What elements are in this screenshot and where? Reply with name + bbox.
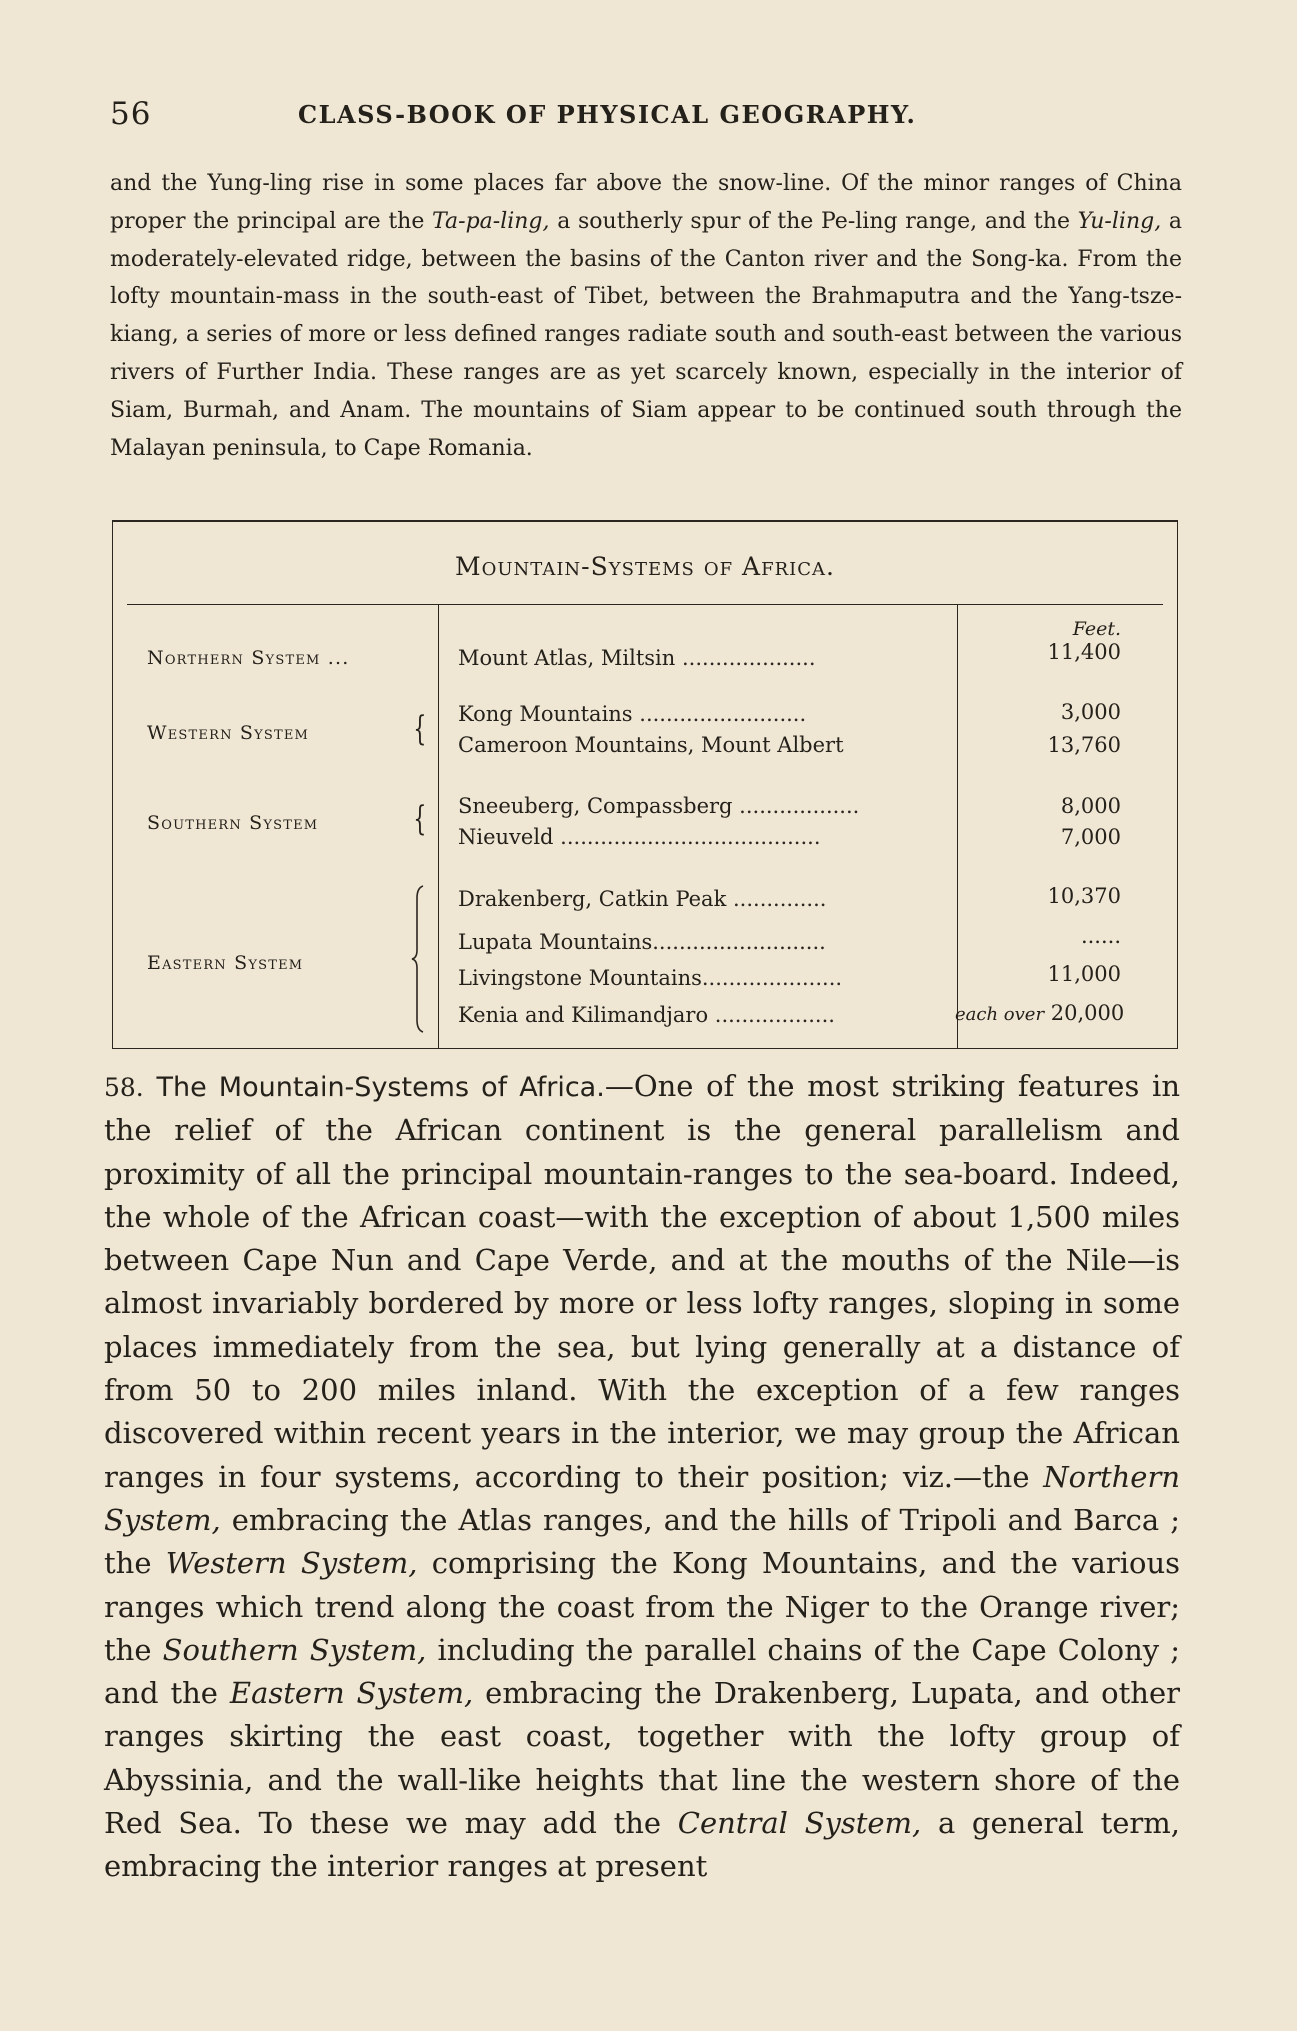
mountain-systems-table <box>112 520 1178 1049</box>
system-northern: Northern System ... <box>147 647 350 669</box>
system-western: Western System <box>147 722 310 744</box>
section-title: The Mountain-Systems of Africa. <box>156 1072 605 1103</box>
table-row-height: 3,000 <box>1060 700 1121 724</box>
table-row-name: Livingstone Mountains..................... <box>458 966 843 990</box>
page-header <box>110 96 1190 136</box>
table-title: Mountain-Systems of Africa. <box>455 552 835 581</box>
table-row-name: Kong Mountains ......................... <box>458 702 807 726</box>
feet-unit-label: Feet. <box>1072 618 1121 640</box>
intro-paragraph <box>110 165 1182 467</box>
table-row-height: each over 20,000 <box>955 1001 1125 1025</box>
table-row-name: Sneeuberg, Compassberg .................. <box>458 794 860 818</box>
intro-text-1: and the Yung-ling rise in some places far above the snow-line. Of the minor ranges of China proper the principal are the <box>110 171 1182 234</box>
brace-eastern <box>411 884 425 1034</box>
intro-italic-yu-ling: Yu-ling, <box>1077 208 1162 234</box>
intro-italic-ta-pa-ling: Ta-pa-ling, <box>432 208 550 234</box>
table-row-name: Kenia and Kilimandjaro .................. <box>458 1003 835 1027</box>
table-column-rule-1 <box>438 605 439 1048</box>
table-row-height: 11,000 <box>1047 962 1121 986</box>
page-number: 56 <box>110 96 152 132</box>
table-header-rule <box>127 604 1163 605</box>
table-row-height: 11,400 <box>1047 640 1121 664</box>
table-row-height: ...... <box>1080 924 1121 948</box>
intro-text-2: a southerly spur of the Pe-ling range, and the <box>549 208 1078 234</box>
brace-western: { <box>413 709 427 749</box>
table-row-height: 13,760 <box>1047 733 1121 757</box>
table-column-rule-2 <box>957 605 958 1048</box>
table-row-name: Nieuveld ....................................... <box>458 825 821 849</box>
running-head: CLASS-BOOK OF PHYSICAL GEOGRAPHY. <box>298 100 917 129</box>
table-row-name: Lupata Mountains.......................... <box>458 930 826 954</box>
system-eastern: Eastern System <box>147 952 304 974</box>
intro-text-3: a moderately-elevated ridge, between the basins of the Canton river and the Song-ka. From the lofty mountain-mass in the south-east of Tibet, between the Brahmaputra and the Yang-tsze-kiang, a series of more or less defined ranges radiate south and south-east between the various rivers of Further India. These ranges are as yet scarcely known, especially in the interior of Siam, Burmah, and Anam. The mountains of Siam appear to be continued south through the Malayan peninsula, to Cape Romania. <box>110 208 1182 461</box>
section-number: 58. <box>104 1073 144 1102</box>
brace-southern: { <box>413 799 427 839</box>
table-row-height: 10,370 <box>1047 884 1121 908</box>
table-row-name: Drakenberg, Catkin Peak .............. <box>458 887 827 911</box>
table-row-height: 8,000 <box>1060 794 1121 818</box>
section-58-paragraph: 58. The Mountain-Systems of Africa.—One of the most striking features in the relief of the African continent is the general parallelism and proximity of all the principal mountain-ranges to the sea-board. Indeed, the whole of the African coast—with the exception of about 1,500 miles between Cape Nun and Cape Verde, and at the mouths of the Nile—is almost invariably bordered by more or less lofty ranges, sloping in some places immediately from the sea, but lying generally at a distance of from 50 to 200 miles inland. With the exception of a few ranges discovered within recent years in the interior, we may group the African ranges in four systems, according to their position; viz.—the Northern System, embracing the Atlas ranges, and the hills of Tripoli and Barca ; the Western System, comprising the Kong Mountains, and the various ranges which trend along the coast from the Niger to the Orange river; the Southern System, including the parallel chains of the Cape Colony ; and the Eastern System, embracing the Drakenberg, Lupata, and other ranges skirting the east coast, together with the lofty group of Abyssinia, and the wall-like heights that line the western shore of the Red Sea. To these we may add the Central System, a general term, embracing the interior ranges at present <box>104 1069 1180 1884</box>
table-row-name: Mount Atlas, Miltsin .................... <box>458 646 816 670</box>
system-southern: Southern System <box>147 812 319 834</box>
table-row-height: 7,000 <box>1060 825 1121 849</box>
table-row-name: Cameroon Mountains, Mount Albert <box>458 733 844 757</box>
